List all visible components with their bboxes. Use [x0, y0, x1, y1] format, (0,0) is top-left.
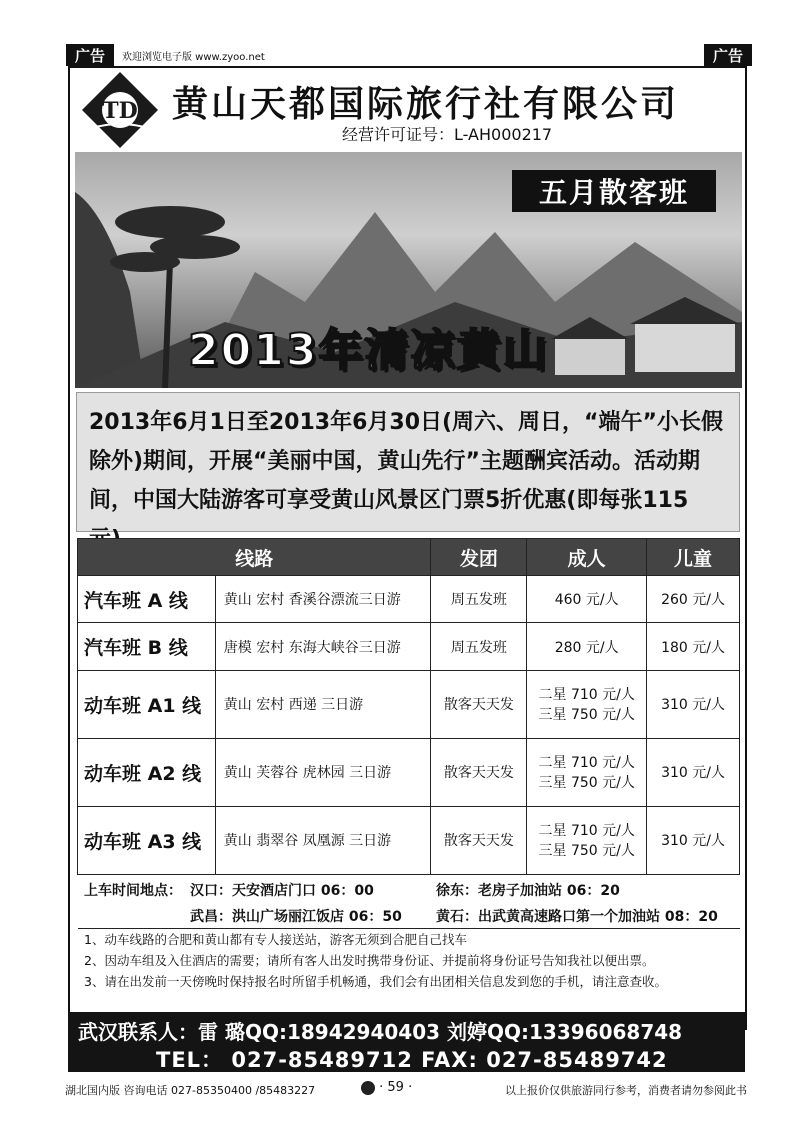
- banner-badge: [512, 170, 716, 212]
- route-name: 动车班 A2 线: [78, 738, 216, 806]
- svg-text:TD: TD: [102, 98, 138, 124]
- route-itinerary: 黄山 宏村 西递 三日游: [215, 670, 431, 738]
- route-adult-price: [527, 670, 647, 738]
- company-name: 黄山天都国际旅行社有限公司: [172, 83, 680, 125]
- header-adult: 成人: [527, 539, 647, 576]
- route-itinerary: 黄山 芙蓉谷 虎林园 三日游: [215, 738, 431, 806]
- departure-label: 上车时间地点：: [84, 883, 182, 899]
- ad-label-left: 广告: [66, 44, 114, 66]
- route-name: 动车班 A3 线: [78, 806, 216, 874]
- contact-phone-fax: TEL： 027-85489712 FAX: 027-85489742: [156, 1048, 668, 1072]
- company-logo: [80, 70, 160, 150]
- route-name: 汽车班 A 线: [78, 576, 216, 623]
- routes-table: [77, 538, 740, 875]
- contact-people: 武汉联系人：雷 璐QQ:18942940403 刘婷QQ:13396068748: [78, 1020, 683, 1044]
- adult-price-line: 二星 710 元/人: [538, 823, 635, 840]
- departure-wuchang: 武昌：洪山广场丽江饭店 06：50: [190, 909, 402, 925]
- ad-label-right: 广告: [704, 44, 752, 66]
- adult-price-line: 三星 750 元/人: [538, 707, 635, 724]
- notes-list: [78, 928, 740, 995]
- route-adult-price: [527, 623, 647, 670]
- adult-price-line: 三星 750 元/人: [538, 775, 635, 792]
- table-header-row: [78, 539, 740, 576]
- adult-price-line: 二星 710 元/人: [538, 755, 635, 772]
- adult-price-line: 二星 710 元/人: [538, 687, 635, 704]
- page-marker: · 59 ·: [361, 1080, 412, 1095]
- note-item: 2、因动车组及入住酒店的需要；请所有客人出发时携带身份证、并提前将身份证号告知我社以便出票。: [84, 953, 655, 968]
- route-child-price: 310 元/人: [647, 738, 740, 806]
- route-child-price: 260 元/人: [647, 576, 740, 623]
- table-row: [78, 670, 740, 738]
- header-route: 线路: [78, 539, 431, 576]
- route-name: 动车班 A1 线: [78, 670, 216, 738]
- route-name: 汽车班 B 线: [78, 623, 216, 670]
- adult-price-line: 460 元/人: [554, 592, 619, 609]
- route-adult-price: [527, 738, 647, 806]
- page-number: 59: [387, 1080, 404, 1095]
- route-depart: 周五发班: [431, 623, 527, 670]
- departure-xudong: 徐东：老房子加油站 06：20: [436, 883, 620, 899]
- route-itinerary: 黄山 翡翠谷 凤凰源 三日游: [215, 806, 431, 874]
- footer-right: 以上报价仅供旅游同行参考，消费者请勿参阅此书: [505, 1084, 747, 1097]
- route-child-price: 180 元/人: [647, 623, 740, 670]
- table-row: [78, 738, 740, 806]
- banner-title: 2013年清凉黄山: [188, 325, 549, 376]
- route-depart: 散客天天发: [431, 670, 527, 738]
- route-adult-price: [527, 576, 647, 623]
- footer-left: 湖北国内版 咨询电话 027-85350400 /85483227: [65, 1084, 316, 1097]
- page-icon: [361, 1081, 375, 1095]
- adult-price-line: 280 元/人: [554, 639, 619, 656]
- route-child-price: 310 元/人: [647, 806, 740, 874]
- note-item: 3、请在出发前一天傍晚时保持报名时所留手机畅通，我们会有出团相关信息发到您的手机，请注意查收。: [84, 974, 667, 989]
- route-adult-price: [527, 806, 647, 874]
- route-depart: 散客天天发: [431, 806, 527, 874]
- welcome-text: 欢迎浏览电子版 www.zyoo.net: [122, 52, 265, 63]
- note-item: 1、动车线路的合肥和黄山都有专人接送站，游客无须到合肥自己找车: [84, 932, 467, 947]
- route-itinerary: 黄山 宏村 香溪谷漂流三日游: [215, 576, 431, 623]
- route-depart: 散客天天发: [431, 738, 527, 806]
- header-depart: 发团: [431, 539, 527, 576]
- table-row: [78, 806, 740, 874]
- header-child: 儿童: [647, 539, 740, 576]
- departure-hankou: 汉口：天安酒店门口 06：00: [190, 883, 374, 899]
- departure-huangshi: 黄石：出武黄高速路口第一个加油站 08：20: [436, 909, 718, 925]
- promo-text: 2013年6月1日至2013年6月30日(周六、周日，“端午”小长假除外)期间，开展“美丽中国，黄山先行”主题酬宾活动。活动期间，中国大陆游客可享受黄山风景区门票5折优惠(即每张115: [76, 392, 740, 532]
- route-itinerary: 唐模 宏村 东海大峡谷三日游: [215, 623, 431, 670]
- table-row: [78, 623, 740, 670]
- license-number: 经营许可证号：L-AH000217: [342, 125, 553, 144]
- route-depart: 周五发班: [431, 576, 527, 623]
- table-row: [78, 576, 740, 623]
- adult-price-line: 三星 750 元/人: [538, 843, 635, 860]
- contact-box: [68, 1012, 745, 1072]
- route-child-price: 310 元/人: [647, 670, 740, 738]
- banner-badge-text: 五月散客班: [538, 176, 689, 209]
